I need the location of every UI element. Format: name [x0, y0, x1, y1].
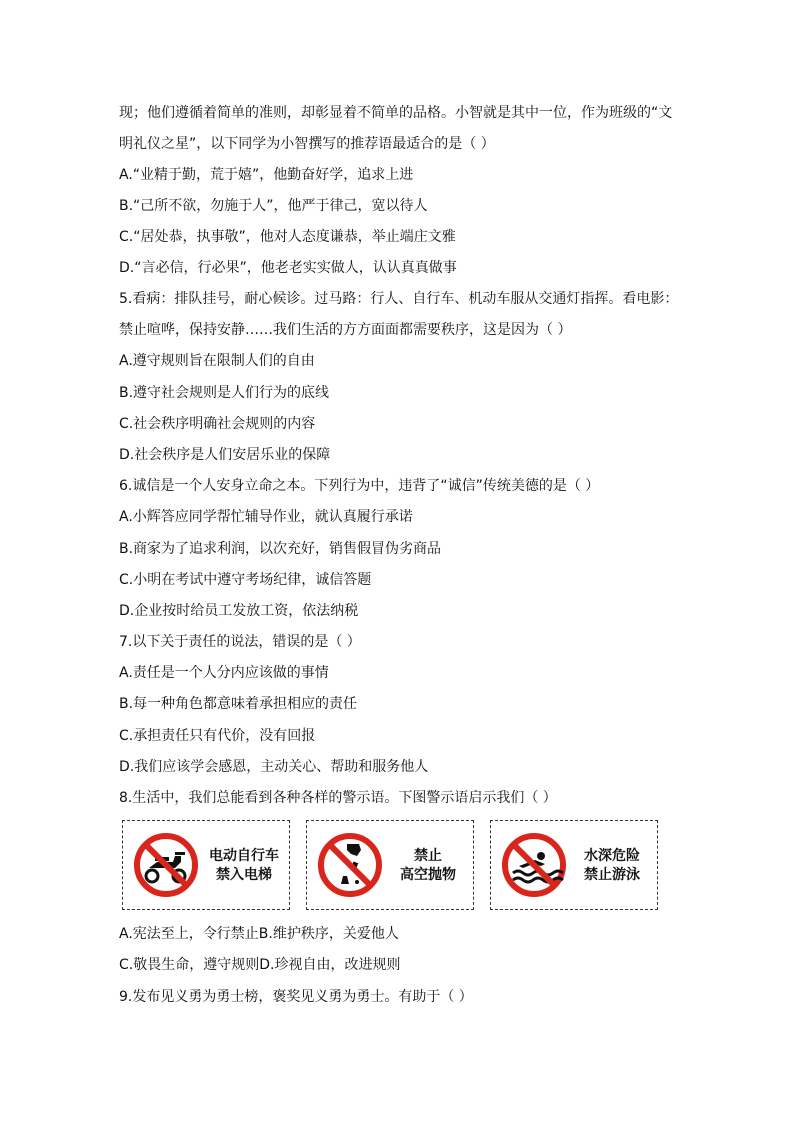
- q8-options-ab: A.宪法至上，令行禁止B.维护秩序，关爱他人: [119, 926, 399, 942]
- q5-stem-line-1: 5.看病：排队挂号，耐心候诊。过马路：行人、自行车、机动车服从交通灯指挥。看电影：: [119, 291, 679, 307]
- sign-no-ebike-in-elevator: [122, 820, 290, 910]
- q5-stem-line-2: 禁止喧哗，保持安静……我们生活的方方面面都需要秩序，这是因为（ ）: [119, 322, 572, 338]
- q7-option-b: B.每一种角色都意味着承担相应的责任: [119, 696, 358, 712]
- q5-option-d: D.社会秩序是人们安居乐业的保障: [119, 447, 331, 463]
- q6-stem: 6.诚信是一个人安身立命之本。下列行为中，违背了“诚信”传统美德的是（ ）: [119, 478, 600, 494]
- sign-no-throwing-from-height: [306, 820, 474, 910]
- q6-option-a: A.小辉答应同学帮忙辅导作业，就认真履行承诺: [119, 509, 413, 525]
- no-swimming-icon: [501, 832, 567, 898]
- q8-options-cd: C.敬畏生命，遵守规则D.珍视自由，改进规则: [119, 957, 401, 973]
- q5-option-c: C.社会秩序明确社会规则的内容: [119, 416, 316, 432]
- q4-option-c: C.“居处恭，执事敬”，他对人态度谦恭，举止端庄文雅: [119, 229, 456, 245]
- q4-option-a: A.“业精于勤，荒于嬉”，他勤奋好学，追求上进: [119, 167, 414, 183]
- q9-stem: 9.发布见义勇为勇士榜，褒奖见义勇为勇士。有助于（ ）: [119, 989, 473, 1005]
- sign-no-swimming: [490, 820, 658, 910]
- q4-option-d: D.“言必信，行必果”，他老老实实做人，认认真真做事: [119, 260, 457, 276]
- no-throwing-icon: [317, 832, 383, 898]
- sign-1-caption: 电动自行车 禁入电梯: [209, 848, 279, 883]
- q4-option-b: B.“己所不欲，勿施于人”，他严于律己，宽以待人: [119, 198, 428, 214]
- no-ebike-icon: [133, 832, 199, 898]
- line-1: 现；他们遵循着简单的准则，却彰显着不简单的品格。小智就是其中一位，作为班级的“文: [119, 105, 673, 121]
- q8-stem: 8.生活中，我们总能看到各种各样的警示语。下图警示语启示我们（ ）: [119, 790, 557, 806]
- q6-option-c: C.小明在考试中遵守考场纪律，诚信答题: [119, 572, 372, 588]
- q7-option-a: A.责任是一个人分内应该做的事情: [119, 665, 329, 681]
- line-2: 明礼仪之星”，以下同学为小智撰写的推荐语最适合的是（ ）: [119, 136, 495, 152]
- warning-signs-figure: [122, 820, 662, 912]
- q7-option-d: D.我们应该学会感恩，主动关心、帮助和服务他人: [119, 759, 429, 775]
- sign-2-caption: 禁止 高空抛物: [400, 848, 456, 883]
- q5-option-b: B.遵守社会规则是人们行为的底线: [119, 385, 330, 401]
- q7-option-c: C.承担责任只有代价，没有回报: [119, 728, 316, 744]
- q6-option-d: D.企业按时给员工发放工资，依法纳税: [119, 603, 359, 619]
- sign-3-caption: 水深危险 禁止游泳: [584, 848, 640, 883]
- q7-stem: 7.以下关于责任的说法，错误的是（ ）: [119, 634, 361, 650]
- q5-option-a: A.遵守规则旨在限制人们的自由: [119, 353, 315, 369]
- q6-option-b: B.商家为了追求利润，以次充好，销售假冒伪劣商品: [119, 541, 442, 557]
